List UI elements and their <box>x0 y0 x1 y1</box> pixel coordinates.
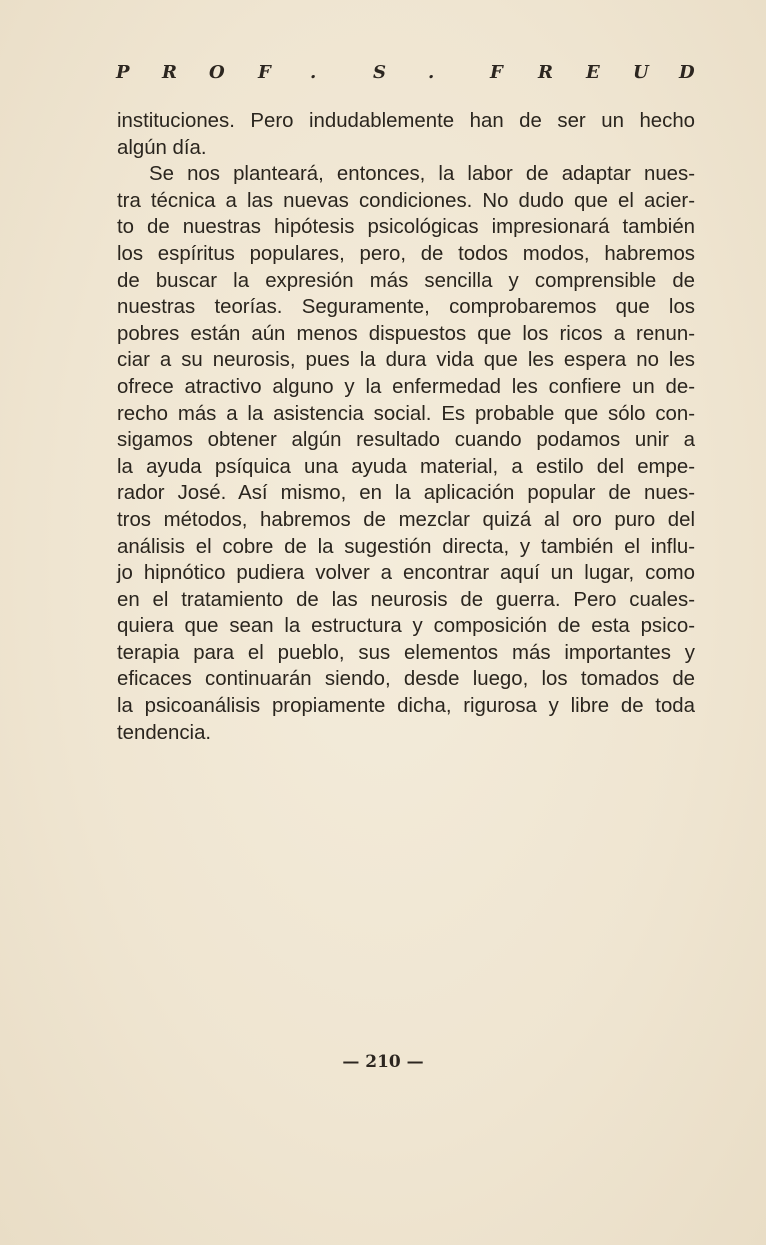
text-line: recho más a la asistencia social. Es probable que sólo con- <box>117 402 695 425</box>
text-line: terapia para el pueblo, sus elementos más importantes y <box>117 641 695 664</box>
text-line: nuestras teorías. Seguramente, comprobaremos que los <box>117 296 695 319</box>
text-line: instituciones. Pero indudablemente han de ser un hecho <box>117 110 695 132</box>
text-line: jo hipnótico pudiera volver a encontrar aquí un lugar, como <box>117 562 695 585</box>
running-head-letter: O <box>209 62 225 83</box>
text-line: eficaces continuarán siendo, desde luego, los tomados de <box>117 668 695 691</box>
paragraph <box>117 161 695 746</box>
paragraph <box>117 108 695 161</box>
running-head-letter: . <box>428 62 435 83</box>
running-head-letter: F <box>258 62 271 83</box>
text-line: la psicoanálisis propiamente dicha, rigurosa y libre de toda <box>117 695 695 718</box>
running-head-letter: S <box>373 62 386 83</box>
running-head-letter: D <box>679 62 695 83</box>
text-line: tros métodos, habremos de mezclar quizá al oro puro del <box>117 508 695 531</box>
text-line: algún día. <box>117 136 207 159</box>
running-head <box>116 62 698 90</box>
text-line: rador José. Así mismo, en la aplicación popular de nues- <box>117 482 695 505</box>
text-line: tendencia. <box>117 721 212 744</box>
text-line: ofrece atractivo alguno y la enfermedad les confiere un de- <box>117 375 695 398</box>
text-line: ciar a su neurosis, pues la dura vida que les espera no les <box>117 349 695 372</box>
text-line: tra técnica a las nuevas condiciones. No dudo que el acier- <box>117 189 695 212</box>
running-head-letter: . <box>310 62 317 83</box>
running-head-letter: U <box>633 62 649 83</box>
running-head-letter: F <box>490 62 503 83</box>
text-line: la ayuda psíquica una ayuda material, a estilo del empe- <box>117 455 695 478</box>
text-line: sigamos obtener algún resultado cuando podamos unir a <box>117 429 695 452</box>
running-head-letter: P <box>116 62 130 83</box>
page-number: — 210 — <box>342 1052 424 1072</box>
text-line: los espíritus populares, pero, de todos modos, habremos <box>117 242 695 265</box>
text-line: en el tratamiento de las neurosis de guerra. Pero cuales- <box>117 588 695 611</box>
text-line: de buscar la expresión más sencilla y comprensible de <box>117 269 695 292</box>
body-text <box>117 108 695 746</box>
text-line: to de nuestras hipótesis psicológicas impresionará también <box>117 216 695 239</box>
text-line: análisis el cobre de la sugestión directa, y también el influ- <box>117 535 695 558</box>
text-line: Se nos planteará, entonces, la labor de adaptar nues- <box>149 163 695 186</box>
running-head-letter: R <box>538 62 553 83</box>
text-line: pobres están aún menos dispuestos que los ricos a renun- <box>117 322 695 345</box>
text-line: quiera que sean la estructura y composición de esta psico- <box>117 615 695 638</box>
running-head-letter: R <box>162 62 177 83</box>
running-head-letter: E <box>586 62 600 83</box>
